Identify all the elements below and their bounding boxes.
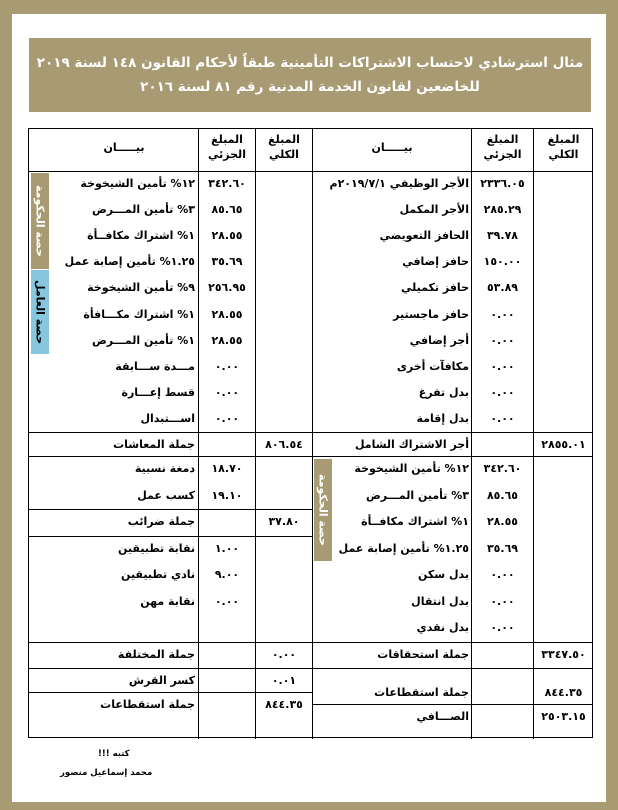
right2-row-partial: ٨٥.٦٥ <box>486 488 519 502</box>
header-partial-right-1: المبلغ <box>486 133 519 146</box>
left2-row-total: ٠.٠٠ <box>271 647 297 661</box>
left-row-partial: ٣٤٢.٦٠ <box>208 177 246 190</box>
title-banner <box>29 38 591 112</box>
right-row-label: أجر إضافي <box>409 333 469 347</box>
header-partial-left-1: المبلغ <box>211 133 243 146</box>
loan-label: كسر القرش <box>128 674 195 687</box>
right2-row-partial: ٠.٠٠ <box>490 568 515 581</box>
row-divider <box>312 642 592 643</box>
right-row-label: الأجر المكمل <box>399 203 469 217</box>
deductions-right-label: جملة استقطاعات <box>374 686 469 699</box>
right2-row-partial: ٠.٠٠ <box>490 621 515 634</box>
entitlements-label: جملة استحقاقات <box>377 647 469 661</box>
right-row-partial: ٠.٠٠ <box>490 411 515 425</box>
left-row-label: اســـتبدال <box>140 411 195 425</box>
title-line-1: مثال استرشادي لاحتساب الاشتراكات التأمينية طبقاً لأحكام القانون ١٤٨ لسنة ٢٠١٩ <box>36 55 584 71</box>
col-divider <box>198 129 199 739</box>
left-row-label: ١.٢٥% تأمين إصابة عمل <box>64 255 195 269</box>
right-row-partial: ٠.٠٠ <box>490 333 515 347</box>
left-row-partial: ٢٨.٥٥ <box>211 307 243 321</box>
right2-row-partial: ٣٤٢.٦٠ <box>483 462 522 475</box>
left-row-partial: ٠.٠٠ <box>214 385 240 399</box>
right-row-partial: ٢٣٣٦.٠٥ <box>480 177 525 190</box>
sum-left-label: جملة المعاشات <box>113 438 195 451</box>
left2-row-label: نقابة تطبيقين <box>118 541 195 555</box>
left2-row-label: كسب عمل <box>137 488 195 502</box>
entitlements-total: ٣٣٤٧.٥٠ <box>541 647 586 661</box>
left2-row-partial: ١.٠٠ <box>214 541 240 555</box>
right2-row-label: ٣% تأمين المـــرض <box>365 488 469 502</box>
row-divider <box>29 456 592 457</box>
deductions-left-total: ٨٤٤.٣٥ <box>265 698 303 711</box>
left2-row-label: دمغة نسبية <box>134 462 195 475</box>
right-row-label: الحافز التعويضي <box>379 229 469 243</box>
signature-line-1: كتبه !!! <box>98 749 130 759</box>
row-divider <box>312 704 592 705</box>
left2-row-label: نادي تطبيقين <box>121 568 195 581</box>
right2-row-label: ١% اشتراك مكافــأة <box>361 515 469 528</box>
sum-right-total: ٢٨٥٥.٠١ <box>541 438 586 451</box>
right-row-partial: ٥٣.٨٩ <box>486 281 519 295</box>
side-label-gov-bottom: حصة الحكومة <box>314 459 332 561</box>
right-row-partial: ١٥٠.٠٠ <box>483 255 522 269</box>
left-row-label: قسط إعـــارة <box>121 385 195 399</box>
header-partial-right-2: الجزئي <box>483 148 522 161</box>
right2-row-label: بدل نقدي <box>416 621 469 634</box>
header-partial-left-2: الجزئي <box>208 148 246 161</box>
net-total: ٢٥٠٣.١٥ <box>541 710 586 723</box>
right-row-partial: ٠.٠٠ <box>490 359 515 373</box>
left-row-partial: ٠.٠٠ <box>214 359 240 373</box>
row-divider <box>29 171 592 172</box>
left-row-partial: ٨٥.٦٥ <box>211 203 243 217</box>
left2-row-partial: ٩.٠٠ <box>214 568 240 581</box>
left2-row-label: نقابة مهن <box>140 594 195 608</box>
right-row-label: مكافآت أخرى <box>396 359 469 373</box>
header-statement-left: بيـــــان <box>103 141 145 154</box>
left-row-label: ١% تأمين المـــرض <box>91 333 195 347</box>
right2-row-partial: ٢٨.٥٥ <box>486 515 519 528</box>
right2-row-label: بدل انتقال <box>411 594 469 608</box>
loan-total: ٠.٠١ <box>271 674 297 687</box>
title-line-2: للخاضعين لقانون الخدمة المدنية رقم ٨١ لسنة ٢٠١٦ <box>140 79 480 95</box>
left-row-partial: ٢٨.٥٥ <box>211 333 243 347</box>
right2-row-label: ١٢% تأمين الشيخوخة <box>354 462 469 475</box>
left-row-partial: ٣٥.٦٩ <box>211 255 243 269</box>
net-label: الصـــافي <box>416 710 469 723</box>
right2-row-partial: ٣٥.٦٩ <box>486 541 519 555</box>
left-row-partial: ٢٨.٥٥ <box>211 229 243 243</box>
left2-row-partial: ٠.٠٠ <box>214 594 240 608</box>
right-row-partial: ٢٨٥.٢٩ <box>483 203 522 217</box>
row-divider <box>29 509 312 510</box>
header-total-left-2: الكلي <box>269 148 299 161</box>
row-divider <box>29 692 312 693</box>
right-row-partial: ٣٩.٧٨ <box>486 229 519 243</box>
left-row-label: ١٢% تأمين الشيخوخة <box>80 177 195 190</box>
contributions-table <box>28 128 593 738</box>
right-row-label: بدل إقامة <box>416 411 469 425</box>
right-row-partial: ٠.٠٠ <box>490 307 515 321</box>
row-divider <box>29 642 312 643</box>
row-divider <box>29 668 592 669</box>
left2-row-label: جملة ضرائب <box>127 515 195 528</box>
right2-row-partial: ٠.٠٠ <box>490 594 515 608</box>
left2-row-label: جملة المختلفة <box>117 647 195 661</box>
left-row-label: ٩% تأمين الشيخوخة <box>87 281 195 295</box>
col-divider <box>471 129 472 739</box>
right2-row-label: ١.٢٥% تأمين إصابة عمل <box>338 541 469 555</box>
side-label-worker: حصة العامل <box>31 270 49 354</box>
right-row-partial: ٠.٠٠ <box>490 385 515 399</box>
right2-row-label: بدل سكن <box>418 568 469 581</box>
right-row-label: حافز تكميلي <box>401 281 469 295</box>
left-row-label: ١% اشتراك مكافــأة <box>87 229 195 243</box>
left2-row-total: ٣٧.٨٠ <box>268 515 300 528</box>
left-row-label: مـــدة ســـابقة <box>115 359 195 373</box>
sum-right-label: أجر الاشتراك الشامل <box>354 438 469 451</box>
left-row-label: ١% اشتراك مكـــافأة <box>83 307 195 321</box>
side-label-gov-top: حصة الحكومة <box>31 173 49 269</box>
row-divider <box>29 536 312 537</box>
right-row-label: حافز إضافي <box>402 255 469 269</box>
left-row-label: ٣% تأمين المـــرض <box>91 203 195 217</box>
header-total-left-1: المبلغ <box>268 133 300 146</box>
col-divider <box>312 129 313 739</box>
deductions-right-total: ٨٤٤.٣٥ <box>544 686 583 699</box>
right-row-label: حافز ماجستير <box>393 307 469 321</box>
deductions-left-label: جملة استقطاعات <box>100 698 195 711</box>
row-divider <box>29 432 592 433</box>
sum-left-total: ٨٠٦.٥٤ <box>265 438 303 451</box>
left2-row-partial: ١٨.٧٠ <box>211 462 243 475</box>
left-row-partial: ٢٥٦.٩٥ <box>208 281 246 295</box>
right-row-label: بدل تفرغ <box>418 385 469 399</box>
left2-row-partial: ١٩.١٠ <box>211 488 243 502</box>
right-row-label: الأجر الوظيفي ٢٠١٩/٧/١م <box>329 177 469 190</box>
signature-line-2: محمد إسماعيل منصور <box>60 768 153 778</box>
header-statement-right: بيـــــان <box>371 141 413 154</box>
left-row-partial: ٠.٠٠ <box>214 411 240 425</box>
header-total-right-1: المبلغ <box>547 133 580 146</box>
header-total-right-2: الكلي <box>548 148 579 161</box>
